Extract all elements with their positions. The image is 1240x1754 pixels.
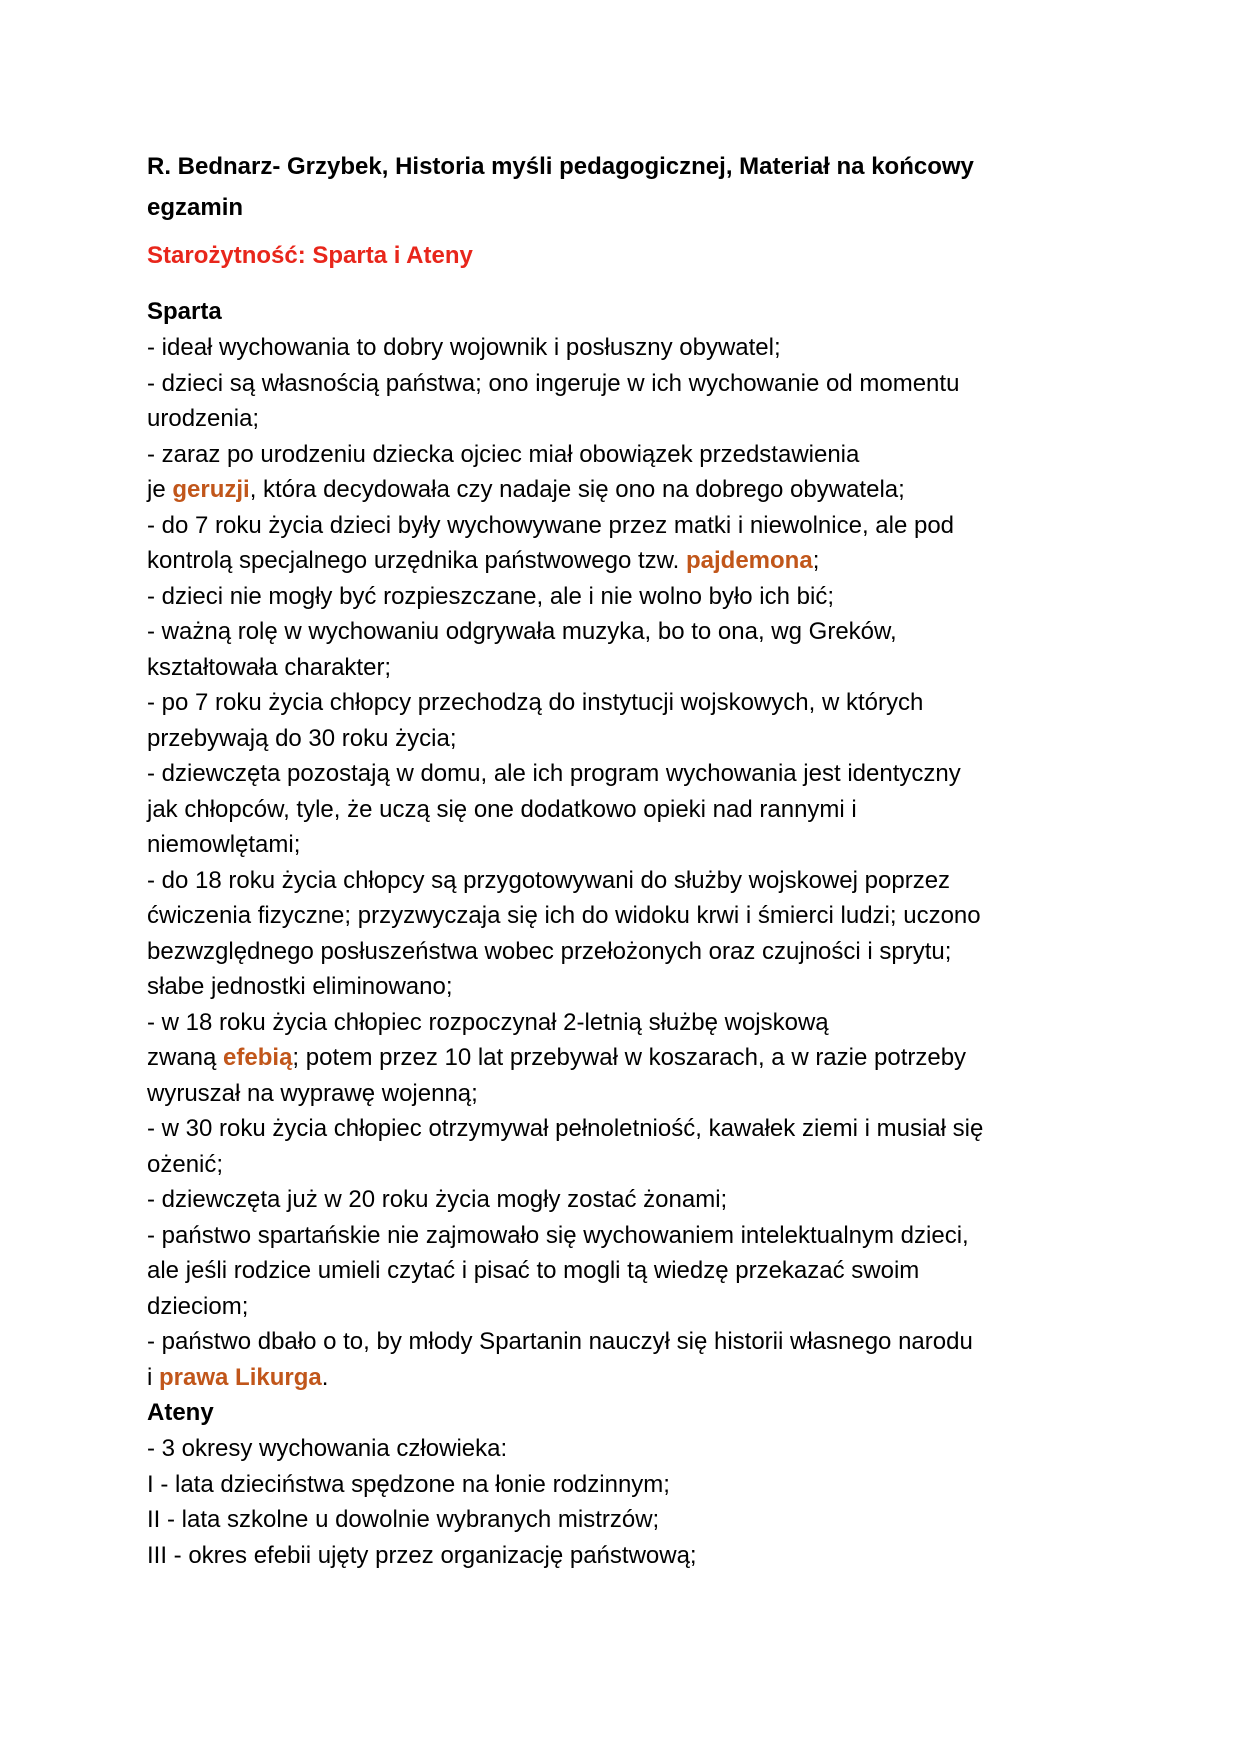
term-prawa-likurga: prawa Likurga	[159, 1363, 322, 1391]
text-line: urodzenia;	[147, 405, 260, 432]
text-line: ożenić;	[147, 1150, 224, 1178]
text-line-efebia	[147, 1040, 1107, 1076]
text-line: III - okres efebii ujęty przez organizację państwową;	[147, 1541, 697, 1569]
text-line-pajdemona	[147, 543, 1107, 579]
text-line: ale jeśli rodzice umieli czytać i pisać to mogli tą wiedzę przekazać swoim	[147, 1257, 920, 1284]
text-segment: ; potem przez 10 lat przebywał w koszarach, a w razie potrzeby	[292, 1044, 967, 1071]
text-line: bezwzględnego posłuszeństwa wobec przełożonych oraz czujności i sprytu;	[147, 937, 952, 965]
ateny-heading: Ateny	[147, 1399, 214, 1426]
text-line: przebywają do 30 roku życia;	[147, 724, 457, 752]
text-segment: , która decydowała czy nadaje się ono na dobrego obywatela;	[249, 476, 905, 503]
text-segment: zwaną	[147, 1044, 224, 1071]
text-line: - ideał wychowania to dobry wojownik i posłuszny obywatel;	[147, 334, 781, 361]
ateny-section	[147, 1395, 1107, 1573]
text-line-likurga	[147, 1360, 1107, 1396]
text-line: dzieciom;	[147, 1292, 249, 1320]
term-efebia: efebią	[223, 1044, 293, 1071]
section-heading: Starożytność: Sparta i Ateny	[147, 242, 473, 269]
text-line: - dziewczęta pozostają w domu, ale ich program wychowania jest identyczny	[147, 760, 961, 787]
text-line: jak chłopców, tyle, że uczą się one dodatkowo opieki nad rannymi i	[147, 795, 857, 823]
text-segment: ;	[812, 547, 820, 574]
document-title	[147, 146, 1107, 228]
text-line: - w 18 roku życia chłopiec rozpoczynał 2-letnią służbę wojskową	[147, 1008, 829, 1036]
document-page	[147, 146, 1107, 1573]
text-line: - dzieci nie mogły być rozpieszczane, ale i nie wolno było ich bić;	[147, 582, 834, 610]
text-line: - ważną rolę w wychowaniu odgrywała muzyka, bo to ona, wg Greków,	[147, 618, 897, 645]
text-line: - do 7 roku życia dzieci były wychowywane przez matki i niewolnice, ale pod	[147, 511, 955, 539]
text-line: niemowlętami;	[147, 831, 301, 858]
text-line: I - lata dzieciństwa spędzone na łonie rodzinnym;	[147, 1470, 670, 1498]
text-line: II - lata szkolne u dowolnie wybranych mistrzów;	[147, 1506, 660, 1533]
text-line: - państwo spartańskie nie zajmowało się wychowaniem intelektualnym dzieci,	[147, 1221, 969, 1249]
title-line-1: R. Bednarz- Grzybek, Historia myśli pedagogicznej, Materiał na końcowy	[147, 153, 974, 180]
text-segment: kontrolą specjalnego urzędnika państwowego tzw.	[147, 547, 686, 574]
text-segment: je	[147, 476, 173, 503]
term-pajdemona: pajdemona	[686, 547, 813, 574]
text-line: - dziewczęta już w 20 roku życia mogły zostać żonami;	[147, 1186, 728, 1213]
text-line: - dzieci są własnością państwa; ono ingeruje w ich wychowanie od momentu	[147, 369, 960, 397]
term-geruzji: geruzji	[172, 476, 250, 503]
text-line: słabe jednostki eliminowano;	[147, 973, 453, 1000]
text-segment: i	[147, 1363, 159, 1391]
text-line: - zaraz po urodzeniu dziecka ojciec miał obowiązek przedstawienia	[147, 440, 860, 468]
text-line: - po 7 roku życia chłopcy przechodzą do instytucji wojskowych, w których	[147, 689, 924, 716]
text-line: - w 30 roku życia chłopiec otrzymywał pełnoletniość, kawałek ziemi i musiał się	[147, 1115, 984, 1142]
text-line: - do 18 roku życia chłopcy są przygotowywani do służby wojskowej poprzez	[147, 866, 951, 894]
text-line: wyruszał na wyprawę wojenną;	[147, 1079, 478, 1107]
sparta-heading: Sparta	[147, 298, 222, 325]
text-line: - 3 okresy wychowania człowieka:	[147, 1435, 508, 1462]
sparta-section	[147, 294, 1107, 1395]
text-line: - państwo dbało o to, by młody Spartanin nauczył się historii własnego narodu	[147, 1328, 973, 1355]
text-line: ćwiczenia fizyczne; przyzwyczaja się ich do widoku krwi i śmierci ludzi; uczono	[147, 902, 981, 929]
text-line-geruzji	[147, 472, 1107, 508]
text-line: kształtowała charakter;	[147, 653, 392, 681]
title-line-2: egzamin	[147, 194, 244, 221]
text-segment: .	[321, 1363, 329, 1391]
